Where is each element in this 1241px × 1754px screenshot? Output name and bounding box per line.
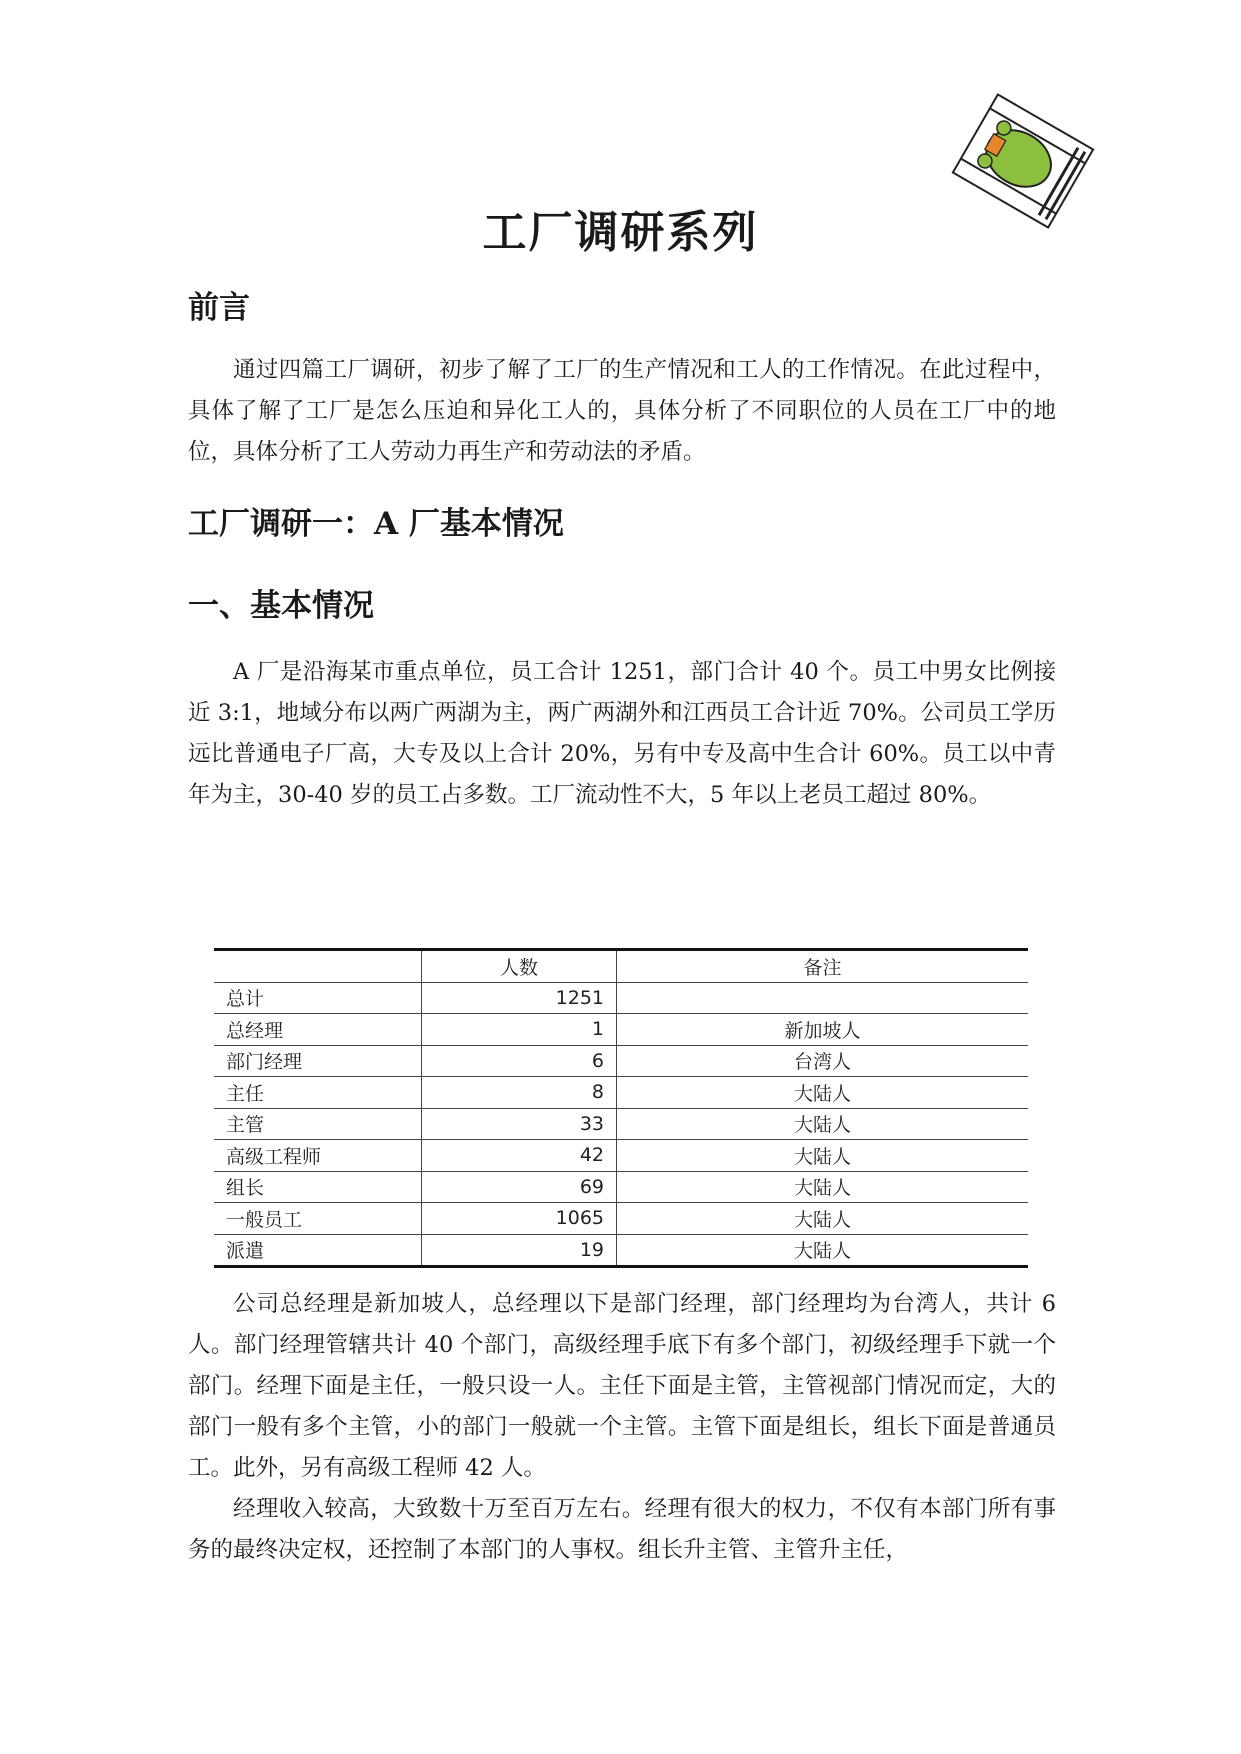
table-row xyxy=(214,1014,1028,1046)
cell-note xyxy=(617,982,1029,1014)
section1-text: A 厂是沿海某市重点单位，员工合计 1251，部门合计 40 个。员工中男女比例接近 3:1，地域分布以两广两湖为主，两广两湖外和江西员工合计近 70%。公司员工学历远比普通电子厂高，大专及以上合计 20%，另有中专及高中生合计 60%。员工以中青年为主，30-40 岁的员工占多数。工厂流动性不大，5 年以上老员工超过 80%。 xyxy=(188,659,1056,808)
cell-role: 部门经理 xyxy=(214,1045,422,1077)
table-header-row xyxy=(214,950,1028,983)
preface-paragraph xyxy=(188,350,1056,473)
header-count: 人数 xyxy=(422,950,617,983)
cell-count: 8 xyxy=(422,1077,617,1109)
cell-count: 19 xyxy=(422,1234,617,1267)
cell-role: 主任 xyxy=(214,1077,422,1109)
cell-note: 大陆人 xyxy=(617,1203,1029,1235)
cell-note: 大陆人 xyxy=(617,1234,1029,1267)
cell-role: 组长 xyxy=(214,1171,422,1203)
body-paragraph-2: 经理收入较高，大致数十万至百万左右。经理有很大的权力，不仅有本部门所有事务的最终决定权，还控制了本部门的人事权。组长升主管、主管升主任， xyxy=(188,1496,1056,1563)
cell-count: 1 xyxy=(422,1014,617,1046)
document-title: 工厂调研系列 xyxy=(482,207,759,258)
cell-count: 1251 xyxy=(422,982,617,1014)
staff-table xyxy=(214,948,1028,1268)
cell-count: 33 xyxy=(422,1108,617,1140)
cell-count: 69 xyxy=(422,1171,617,1203)
cell-count: 42 xyxy=(422,1140,617,1172)
body-paragraph-1: 公司总经理是新加坡人，总经理以下是部门经理，部门经理均为台湾人，共计 6 人。部门经理管辖共计 40 个部门，高级经理手底下有多个部门，初级经理手下就一个部门。经理下面是主任，一般只设一人。主任下面是主管，主管视部门情况而定，大的部门一般有多个主管，小的部门一般就一个主管。主管下面是组长，组长下面是普通员工。此外，另有高级工程师 42 人。 xyxy=(188,1291,1056,1481)
cell-note: 大陆人 xyxy=(617,1171,1029,1203)
section1-heading: 一、基本情况 xyxy=(188,588,374,624)
body-paragraphs xyxy=(188,1284,1056,1571)
cell-count: 1065 xyxy=(422,1203,617,1235)
cell-role: 总计 xyxy=(214,982,422,1014)
cell-role: 派遣 xyxy=(214,1234,422,1267)
table-row xyxy=(214,1108,1028,1140)
table-row xyxy=(214,1171,1028,1203)
cell-role: 高级工程师 xyxy=(214,1140,422,1172)
cell-note: 大陆人 xyxy=(617,1077,1029,1109)
table-row xyxy=(214,1077,1028,1109)
preface-heading: 前言 xyxy=(188,290,250,326)
cell-role: 主管 xyxy=(214,1108,422,1140)
table-row xyxy=(214,1140,1028,1172)
cell-note: 新加坡人 xyxy=(617,1014,1029,1046)
cell-role: 一般员工 xyxy=(214,1203,422,1235)
preface-text: 通过四篇工厂调研，初步了解了工厂的生产情况和工人的工作情况。在此过程中，具体了解了工厂是怎么压迫和异化工人的，具体分析了不同职位的人员在工厂中的地位，具体分析了工人劳动力再生产和劳动法的矛盾。 xyxy=(188,357,1056,465)
header-note: 备注 xyxy=(617,950,1029,983)
table-row xyxy=(214,1203,1028,1235)
table-row xyxy=(214,1045,1028,1077)
cell-count: 6 xyxy=(422,1045,617,1077)
table-row xyxy=(214,982,1028,1014)
cell-note: 台湾人 xyxy=(617,1045,1029,1077)
header-role xyxy=(214,950,422,983)
section1-paragraph xyxy=(188,652,1056,816)
cell-role: 总经理 xyxy=(214,1014,422,1046)
part1-heading: 工厂调研一：A 厂基本情况 xyxy=(188,506,564,542)
table-row xyxy=(214,1234,1028,1267)
cell-note: 大陆人 xyxy=(617,1108,1029,1140)
cell-note: 大陆人 xyxy=(617,1140,1029,1172)
